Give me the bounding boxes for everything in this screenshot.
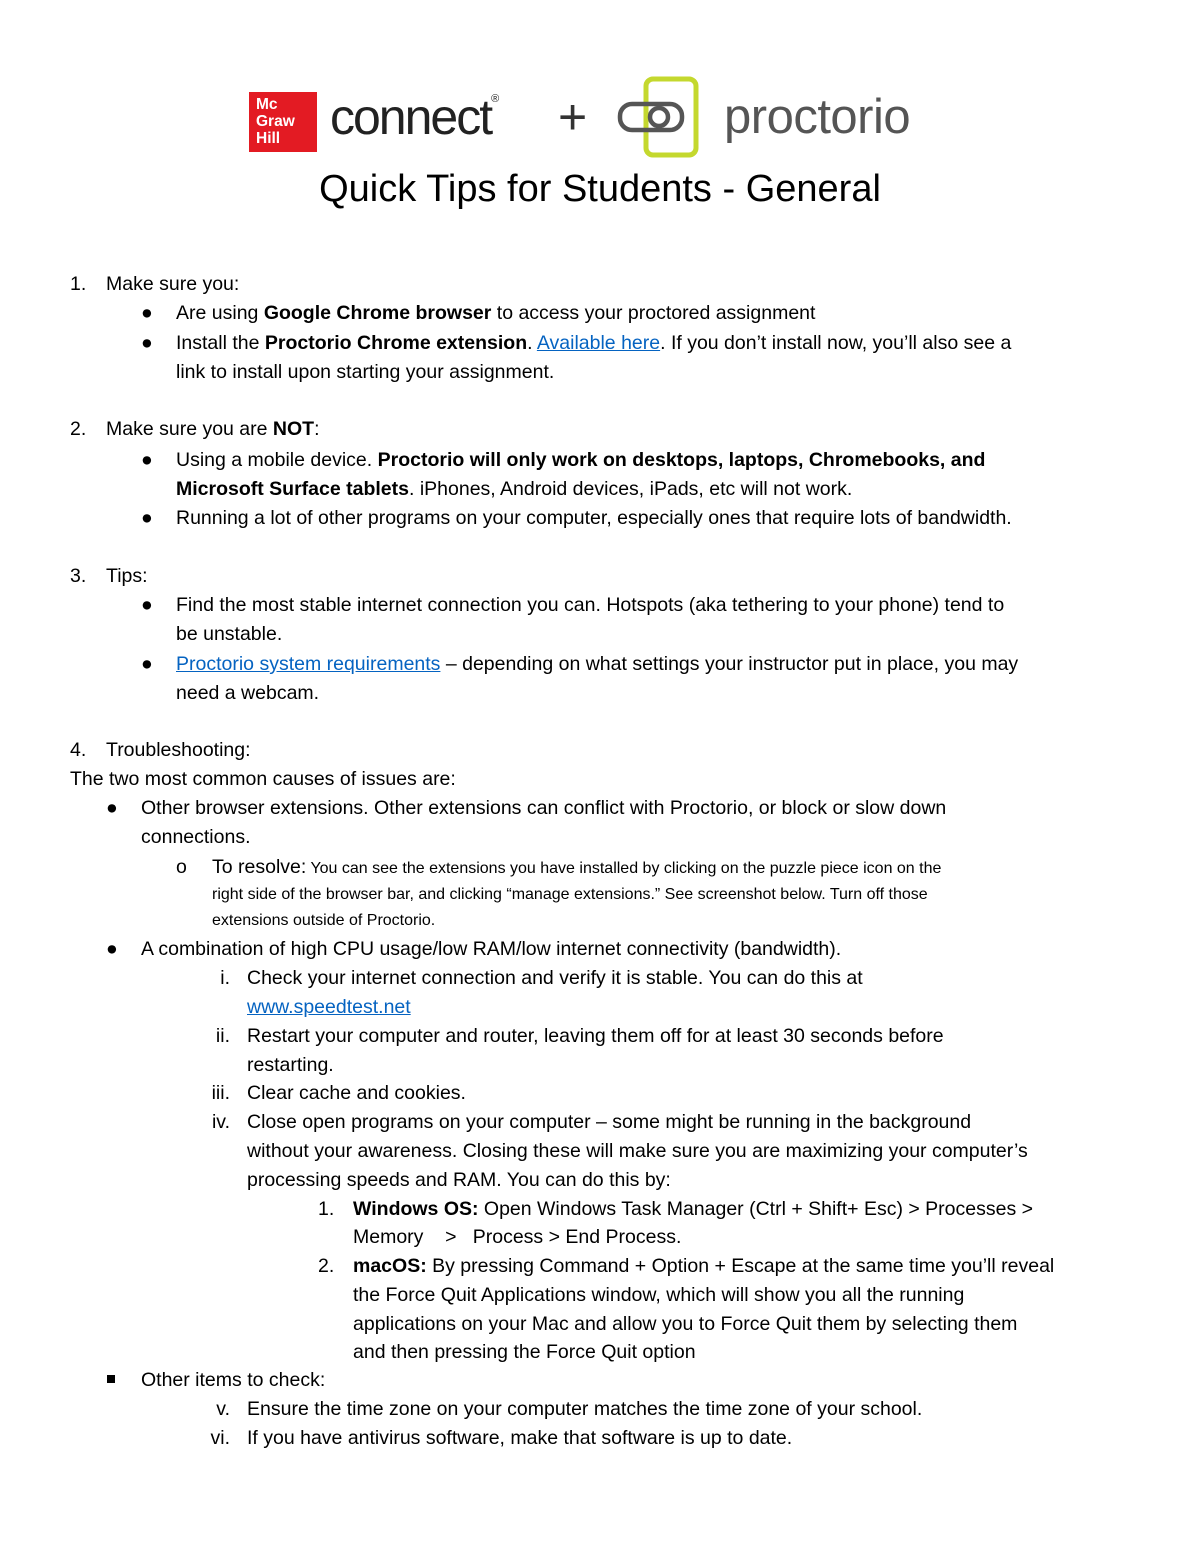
numbered-item-continuation: processing speeds and RAM. You can do this by: <box>247 1169 671 1191</box>
numbered-item: Restart your computer and router, leaving them off for at least 30 seconds before <box>247 1025 944 1047</box>
list-item: Other items to check: <box>141 1369 326 1391</box>
roman-numeral: ii. <box>215 1025 230 1047</box>
bullet-icon: ● <box>141 449 153 471</box>
numbered-item: Check your internet connection and verify it is stable. You can do this at <box>247 967 863 989</box>
step-item-continuation: Memory > Process > End Process. <box>353 1226 682 1248</box>
list-item: Other browser extensions. Other extensions can conflict with Proctorio, or block or slow down <box>141 797 947 819</box>
step-item: macOS: By pressing Command + Option + Escape at the same time you’ll reveal <box>353 1255 1055 1277</box>
bullet-icon: ● <box>141 594 153 616</box>
bullet-icon: ● <box>141 302 153 324</box>
sub-list-item: To resolve: You can see the extensions you have installed by clicking on the puzzle piece icon on the <box>212 856 942 878</box>
page-title: Quick Tips for Students - General <box>319 168 881 210</box>
section-number: 4. <box>70 739 87 761</box>
proctorio-logo-text: proctorio <box>724 90 911 144</box>
numbered-item-continuation: restarting. <box>247 1054 334 1076</box>
list-item: A combination of high CPU usage/low RAM/low internet connectivity (bandwidth). <box>141 938 842 960</box>
available-here-link[interactable]: Available here <box>536 332 661 354</box>
list-item-continuation: Microsoft Surface tablets. iPhones, Android devices, iPads, etc will not work. <box>176 478 853 500</box>
section-number: 3. <box>70 565 87 587</box>
section-number: 1. <box>70 273 87 295</box>
list-item: Using a mobile device. Proctorio will only work on desktops, laptops, Chromebooks, and <box>176 449 986 471</box>
speedtest-link[interactable]: www.speedtest.net <box>247 996 411 1018</box>
list-item-continuation: be unstable. <box>176 623 283 645</box>
connect-logo: connect® <box>330 89 498 145</box>
roman-numeral: v. <box>216 1398 230 1420</box>
proctorio-logo-icon <box>612 76 702 158</box>
step-number: 2. <box>318 1255 335 1277</box>
list-item: Running a lot of other programs on your computer, especially ones that require lots of bandwidth. <box>176 507 1012 529</box>
list-item-continuation: connections. <box>141 826 251 848</box>
numbered-item-continuation: without your awareness. Closing these will make sure you are maximizing your computer’s <box>247 1140 1028 1162</box>
square-bullet-icon <box>107 1375 115 1383</box>
list-item: Are using Google Chrome browser to access your proctored assignment <box>176 302 816 324</box>
list-item-continuation: need a webcam. <box>176 682 320 704</box>
step-item-continuation: the Force Quit Applications window, which will show you all the running <box>353 1284 965 1306</box>
plus-sign: + <box>558 89 588 145</box>
numbered-item: Ensure the time zone on your computer matches the time zone of your school. <box>247 1398 923 1420</box>
bullet-icon: ● <box>141 332 153 354</box>
list-item: Find the most stable internet connection you can. Hotspots (aka tethering to your phone) tend to <box>176 594 1005 616</box>
sub-bullet-icon: o <box>176 856 187 878</box>
bullet-icon: ● <box>141 653 153 675</box>
step-number: 1. <box>318 1198 335 1220</box>
mcgraw-hill-logo: Mc Graw Hill <box>249 92 317 152</box>
step-item-continuation: and then pressing the Force Quit option <box>353 1341 696 1363</box>
bullet-icon: ● <box>106 938 118 960</box>
roman-numeral: iv. <box>211 1111 230 1133</box>
section-heading: Make sure you are NOT: <box>106 418 320 440</box>
sub-list-item-continuation: extensions outside of Proctorio. <box>212 912 436 929</box>
list-item-continuation: link to install upon starting your assignment. <box>176 361 555 383</box>
roman-numeral: i. <box>220 967 230 989</box>
bullet-icon: ● <box>141 507 153 529</box>
section-heading: Tips: <box>106 565 148 587</box>
roman-numeral: vi. <box>210 1427 230 1449</box>
system-requirements-link[interactable]: Proctorio system requirements <box>176 653 441 675</box>
numbered-item: Clear cache and cookies. <box>247 1082 466 1104</box>
roman-numeral: iii. <box>211 1082 230 1104</box>
bullet-icon: ● <box>106 797 118 819</box>
list-item: Proctorio system requirements – depending on what settings your instructor put in place, you may <box>176 653 1019 675</box>
step-item-continuation: applications on your Mac and allow you to Force Quit them by selecting them <box>353 1313 1018 1335</box>
list-item: Install the Proctorio Chrome extension. Available here. If you don’t install now, you’ll also see a <box>176 332 1012 354</box>
section-number: 2. <box>70 418 87 440</box>
step-item: Windows OS: Open Windows Task Manager (Ctrl + Shift+ Esc) > Processes > <box>353 1198 1034 1220</box>
numbered-item: If you have antivirus software, make that software is up to date. <box>247 1427 793 1449</box>
numbered-item: Close open programs on your computer – some might be running in the background <box>247 1111 972 1133</box>
section-heading: Make sure you: <box>106 273 240 295</box>
intro-text: The two most common causes of issues are: <box>70 768 456 790</box>
sub-list-item-continuation: right side of the browser bar, and clicking “manage extensions.” See screenshot below. Turn off those <box>212 886 928 903</box>
section-heading: Troubleshooting: <box>106 739 251 761</box>
